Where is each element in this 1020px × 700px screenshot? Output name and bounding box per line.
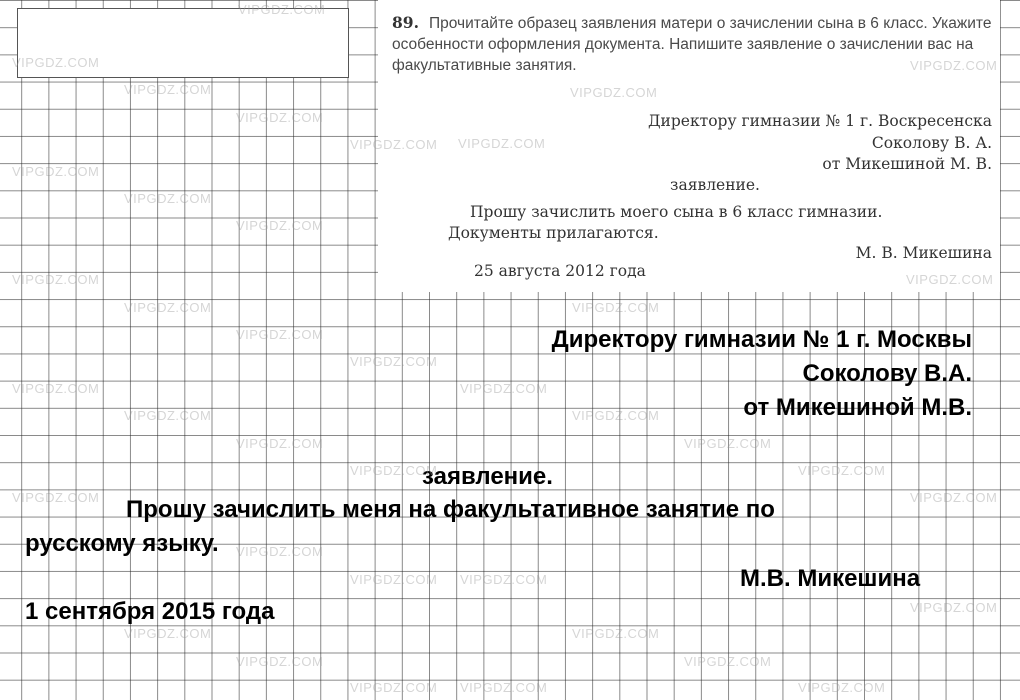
watermark: VIPGDZ.COM [910,58,998,73]
answer-title: заявление. [422,463,553,490]
watermark: VIPGDZ.COM [798,680,886,695]
watermark: VIPGDZ.COM [124,191,212,206]
watermark: VIPGDZ.COM [236,110,324,125]
watermark: VIPGDZ.COM [236,218,324,233]
watermark: VIPGDZ.COM [236,654,324,669]
sample-to-line1: Директору гимназии № 1 г. Воскресенска [647,112,992,130]
sample-body-line2: Документы прилагаются. [448,224,659,242]
sample-date: 25 августа 2012 года [474,262,646,280]
watermark: VIPGDZ.COM [910,490,998,505]
watermark: VIPGDZ.COM [460,680,548,695]
watermark: VIPGDZ.COM [572,300,660,315]
answer-to-line1: Директору гимназии № 1 г. Москвы [551,326,972,353]
watermark: VIPGDZ.COM [12,490,100,505]
watermark: VIPGDZ.COM [124,300,212,315]
sample-title: заявление. [670,176,760,194]
watermark: VIPGDZ.COM [684,654,772,669]
watermark: VIPGDZ.COM [572,408,660,423]
sample-signature: М. В. Микешина [855,244,992,262]
watermark: VIPGDZ.COM [684,436,772,451]
watermark: VIPGDZ.COM [906,272,994,287]
watermark: VIPGDZ.COM [458,136,546,151]
sample-from-line: от Микешиной М. В. [822,155,992,173]
watermark: VIPGDZ.COM [572,626,660,641]
watermark: VIPGDZ.COM [910,600,998,615]
watermark: VIPGDZ.COM [798,463,886,478]
watermark: VIPGDZ.COM [350,680,438,695]
watermark: VIPGDZ.COM [12,272,100,287]
sample-to-line2: Соколову В. А. [871,134,992,152]
answer-body-line1: Прошу зачислить меня на факультативное занятие по [126,496,775,523]
watermark: VIPGDZ.COM [124,408,212,423]
watermark: VIPGDZ.COM [236,327,324,342]
watermark: VIPGDZ.COM [236,436,324,451]
exercise-task [392,12,992,76]
watermark: VIPGDZ.COM [350,137,438,152]
answer-date: 1 сентября 2015 года [25,598,275,625]
sample-body-line1: Прошу зачислить моего сына в 6 класс гимназии. [470,203,883,221]
watermark: VIPGDZ.COM [350,572,438,587]
watermark: VIPGDZ.COM [124,82,212,97]
watermark: VIPGDZ.COM [350,354,438,369]
watermark: VIPGDZ.COM [12,164,100,179]
watermark: VIPGDZ.COM [238,2,326,17]
watermark: VIPGDZ.COM [460,572,548,587]
watermark: VIPGDZ.COM [236,544,324,559]
answer-from-line: от Микешиной М.В. [743,394,972,421]
answer-body-line2: русскому языку. [25,530,219,557]
answer-to-line2: Соколову В.А. [802,360,972,387]
exercise-instruction: Прочитайте образец заявления матери о зачислении сына в 6 класс. Укажите особенности оформления документа. Напишите заявление о зачислении вас на факультативные занятия. [392,15,992,74]
watermark: VIPGDZ.COM [570,85,658,100]
watermark: VIPGDZ.COM [12,381,100,396]
exercise-number: 89. [392,13,419,32]
answer-signature: М.В. Микешина [740,565,921,592]
watermark: VIPGDZ.COM [124,626,212,641]
watermark: VIPGDZ.COM [350,463,438,478]
watermark: VIPGDZ.COM [460,381,548,396]
watermark: VIPGDZ.COM [12,55,100,70]
